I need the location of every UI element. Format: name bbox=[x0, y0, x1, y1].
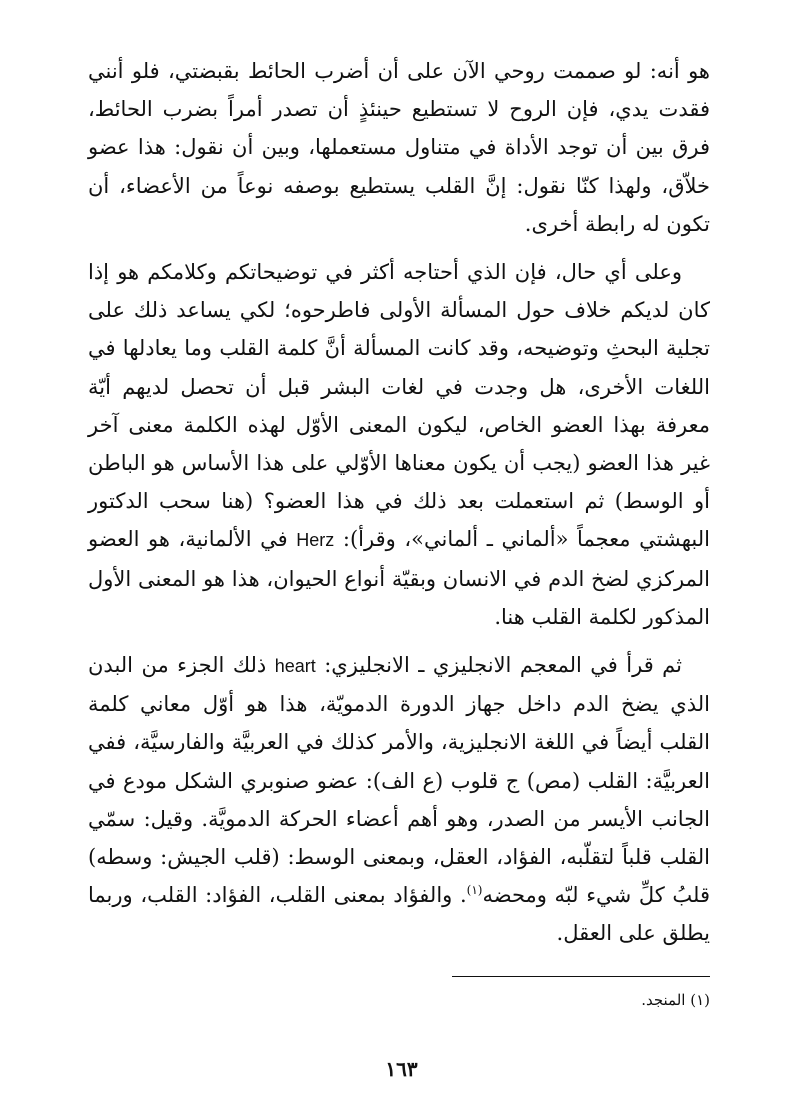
page-number: ١٦٣ bbox=[385, 1057, 418, 1081]
paragraph-3-text-end: . والفؤاد بمعنى القلب، الفؤاد: القلب، وربما يطلق على العقل. bbox=[88, 883, 710, 946]
english-term: heart bbox=[274, 656, 316, 677]
paragraph-2-text: وعلى أي حال، فإن الذي أحتاجه أكثر في توضيحاتكم وكلامكم هو إذا كان لديكم خلاف حول المسألة الأولى فاطرحوه؛ لكي يساعد ذلك على تجلية البحثِ وتوضيحه، وقد كانت المسألة أنَّ كلمة القلب وما يعادلها في اللغات الأخرى، هل وجدت في لغات البشر قبل أن تحصل لديهم أيّة معرفة بهذا العضو الخاص، ليكون المعنى الأوّل لهذه الكلمة معنى آخر غير هذا العضو (يجب أن يكون معناها الأوّلي على هذا الأساس هو الباطن أو الوسط) ثم استعملت بعد ذلك في هذا العضو؟ (هنا سحب الدكتور البهشتي معجماً «ألماني ـ ألماني»، وقرأ): bbox=[88, 260, 710, 552]
paragraph-1-text: هو أنه: لو صممت روحي الآن على أن أضرب الحائط بقبضتي، فلو أنني فقدت يدي، فإن الروح لا تستطيع حينئذٍ أن تصدر أمراً بضرب الحائط، فرق بين أن توجد الأداة في متناول مستعملها، وبين أن نقول: هذا عضو خلاّق، ولهذا كنّا نقول: إنَّ القلب يستطيع بوصفه نوعاً من الأعضاء، أن تكون له رابطة أخرى. bbox=[88, 59, 710, 236]
paragraph-3 bbox=[88, 646, 710, 953]
footnote-divider bbox=[452, 976, 710, 977]
footnote-marker: (١) bbox=[466, 883, 483, 898]
paragraph-2-text-after: في الألمانية، هو العضو المركزي لضخ الدم في الانسان وبقيّة أنواع الحيوان، هذا هو المعنى الأول المذكور لكلمة القلب هنا. bbox=[88, 527, 710, 629]
paragraph-2 bbox=[88, 253, 710, 636]
german-term: Herz bbox=[296, 530, 335, 551]
page-body bbox=[88, 52, 710, 953]
footnote: (١) المنجد. bbox=[641, 991, 710, 1009]
paragraph-3-text: ثم قرأ في المعجم الانجليزي ـ الانجليزي: bbox=[324, 653, 682, 678]
paragraph-3-text-after: ذلك الجزء من البدن الذي يضخ الدم داخل جهاز الدورة الدمويّة، هذا هو أوّل معاني كلمة القلب أيضاً في اللغة الانجليزية، والأمر كذلك في العربيَّة والفارسيَّة، ففي العربيَّة: القلب (مص) ج قلوب (ع الف): عضو صنوبري الشكل مودع في الجانب الأيسر من الصدر، وهو أهم أعضاء الحركة الدمويَّة. وقيل: سمّي القلب قلباً لتقلّبه، الفؤاد، العقل، وبمعنى الوسط: (قلب الجيش: وسطه) قلبُ كلِّ شيء لبّه ومحضه bbox=[88, 653, 710, 908]
paragraph-1 bbox=[88, 52, 710, 243]
